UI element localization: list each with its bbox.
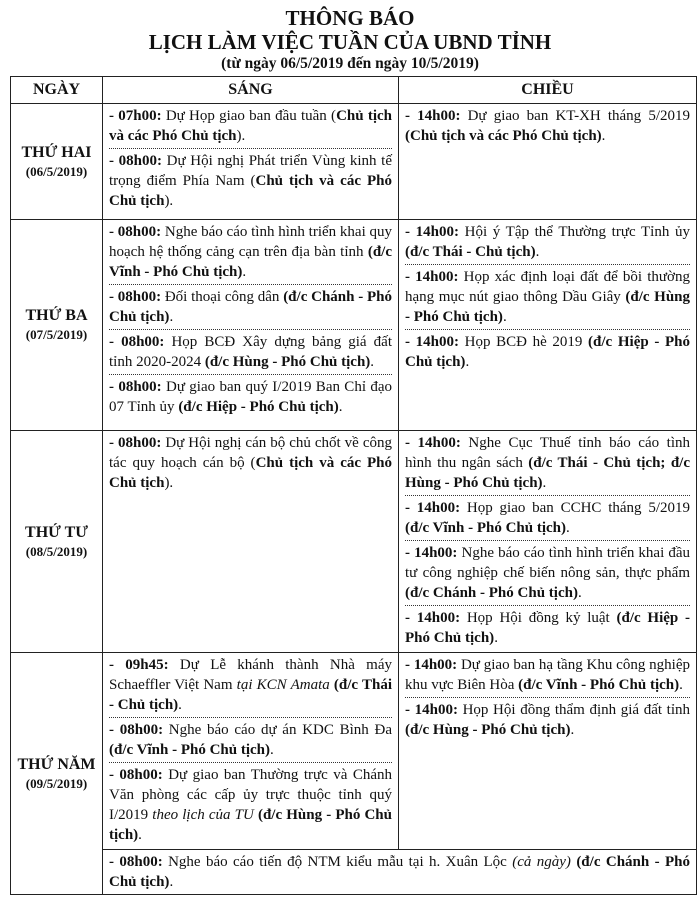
event-time: - 14h00: [405, 657, 458, 673]
event-end-punctuation: . [242, 264, 247, 280]
event-attendees: Chủ tịch và các Phó Chủ tịch [109, 455, 393, 491]
full-day-event [109, 852, 690, 892]
morning-event [109, 287, 392, 330]
event-time: - 14h00: [405, 702, 458, 718]
column-header-day: NGÀY [11, 77, 103, 104]
event-end-punctuation: . [270, 742, 274, 758]
afternoon-event [405, 106, 690, 148]
morning-cell [103, 220, 399, 431]
event-description: Nghe báo cáo dự án KDC Bình Đa [163, 722, 392, 738]
full-day-cell [103, 850, 697, 895]
morning-cell [103, 431, 399, 653]
event-time: - 14h00: [405, 224, 459, 240]
event-description: Dự Hội nghị cán bộ chủ chốt về công tác quy hoạch cán bộ ( [109, 435, 392, 471]
afternoon-event [405, 433, 690, 496]
morning-event [109, 151, 392, 213]
event-end-punctuation: . [535, 244, 540, 260]
event-attendees: (đ/c Hùng - Phó Chủ tịch) [204, 354, 371, 370]
event-description: Dự giao ban quý I/2019 Ban Chỉ đạo 07 Tỉnh ủy [109, 379, 392, 415]
event-location-note: tại KCN Amata [236, 677, 330, 693]
event-attendees: (đ/c Hiệp - Phó Chủ tịch) [405, 610, 690, 646]
afternoon-cell [399, 220, 697, 431]
table-row [11, 104, 697, 220]
event-attendees: (đ/c Vĩnh - Phó Chủ tịch) [109, 742, 271, 758]
table-row-merged [11, 850, 697, 895]
event-end-punctuation: . [570, 722, 575, 738]
morning-event [109, 765, 392, 847]
notice-title: THÔNG BÁO [285, 6, 415, 30]
day-date: (06/5/2019) [25, 163, 88, 179]
table-row [11, 220, 697, 431]
event-end-punctuation: . [601, 128, 606, 144]
table-header-row [11, 77, 697, 104]
afternoon-cell [399, 653, 697, 850]
table-row [11, 653, 697, 850]
event-end-punctuation: . [169, 309, 174, 325]
morning-event [109, 222, 392, 285]
afternoon-event [405, 608, 690, 650]
event-attendees: (đ/c Hiệp - Phó Chủ tịch) [405, 334, 690, 370]
day-name: THỨ BA [25, 307, 88, 324]
event-time: - 08h00: [109, 379, 162, 395]
event-description: Dự Hội nghị Phát triển Vùng kinh tế trọng điểm Phía Nam ( [109, 153, 392, 189]
event-description: Dự Lễ khánh thành Nhà máy Schaeffler Việt Nam [109, 657, 392, 693]
afternoon-event [405, 222, 690, 265]
morning-event [109, 433, 392, 495]
event-description: Họp BCĐ hè 2019 [458, 334, 589, 350]
column-header-afternoon: CHIỀU [399, 77, 697, 104]
event-attendees: (đ/c Hiệp - Phó Chủ tịch) [178, 399, 339, 415]
day-cell [11, 653, 103, 895]
event-description: Dự Họp giao ban đầu tuần ( [161, 108, 337, 124]
event-location-note: theo lịch của TU [152, 807, 254, 823]
event-description: Dự giao ban Thường trực và Chánh Văn phòng các cấp ủy trực thuộc tỉnh quý I/2019 [109, 767, 392, 823]
event-attendees: (đ/c Thái - Chủ tịch; đ/c Hùng - Phó Chủ tịch) [405, 455, 690, 491]
event-time: - 08h00: [109, 435, 162, 451]
afternoon-event [405, 655, 690, 698]
event-end-punctuation: . [338, 399, 343, 415]
morning-cell [103, 104, 399, 220]
afternoon-cell [399, 431, 697, 653]
morning-event [109, 332, 392, 375]
event-end-punctuation: ). [164, 193, 174, 209]
event-attendees: (đ/c Chánh - Phó Chủ tịch) [405, 585, 578, 601]
notice-header [0, 0, 700, 73]
event-attendees: (đ/c Chánh - Phó Chủ tịch) [109, 289, 392, 325]
morning-cell [103, 653, 399, 850]
schedule-table [10, 76, 697, 895]
event-description: Họp giao ban CCHC tháng 5/2019 [460, 500, 690, 516]
event-location-note: (cả ngày) [512, 854, 571, 870]
event-time: - 08h00: [109, 854, 163, 870]
event-time: - 08h00: [109, 722, 164, 738]
event-end-punctuation: . [542, 475, 547, 491]
afternoon-event [405, 267, 690, 330]
morning-event [109, 377, 392, 419]
day-date: (07/5/2019) [25, 327, 88, 342]
event-time: - 07h00: [109, 108, 162, 124]
event-time: - 14h00: [405, 545, 458, 561]
event-time: - 14h00: [405, 610, 461, 626]
morning-event [109, 655, 392, 718]
event-time: - 08h00: [109, 224, 162, 240]
afternoon-event [405, 332, 690, 374]
event-end-punctuation: . [566, 520, 570, 536]
event-end-punctuation: . [178, 697, 182, 713]
notice-subtitle: LỊCH LÀM VIỆC TUẦN CỦA UBND TỈNH [148, 30, 552, 54]
event-end-punctuation: . [577, 585, 582, 601]
event-attendees: (đ/c Thái - Chủ tịch) [405, 244, 536, 260]
day-cell [11, 104, 103, 220]
event-attendees: (đ/c Vĩnh - Phó Chủ tịch) [518, 677, 680, 693]
event-end-punctuation: . [370, 354, 375, 370]
event-end-punctuation: ). [164, 475, 174, 491]
afternoon-event [405, 543, 690, 606]
event-end-punctuation: ). [236, 128, 246, 144]
morning-event [109, 720, 392, 763]
event-time: - 08h00: [109, 153, 162, 169]
event-time: - 14h00: [405, 500, 461, 516]
event-attendees: (đ/c Hùng - Phó Chủ tịch) [405, 722, 571, 738]
event-end-punctuation: . [494, 630, 498, 646]
event-attendees: Chủ tịch và các Phó Chủ tịch [109, 108, 392, 144]
morning-event [109, 106, 392, 149]
day-name: THỨ TƯ [25, 523, 88, 541]
event-time: - 14h00: [405, 435, 461, 451]
event-time: - 14h00: [405, 269, 459, 285]
day-date: (09/5/2019) [25, 775, 88, 791]
event-attendees: (Chủ tịch và các Phó Chủ tịch) [405, 128, 602, 144]
event-attendees: (đ/c Hùng - Phó Chủ tịch) [109, 807, 392, 843]
day-date: (08/5/2019) [25, 543, 88, 559]
event-description: Họp Hội đồng thẩm định giá đất tỉnh [457, 702, 690, 718]
afternoon-event [405, 498, 690, 541]
day-name: THỨ NĂM [17, 755, 96, 773]
event-end-punctuation: . [465, 354, 470, 370]
event-end-punctuation: . [138, 827, 142, 843]
event-description: Nghe Cục Thuế tỉnh báo cáo tình hình thu ngân sách [405, 435, 690, 471]
event-description: Họp xác định loại đất để bồi thường hạng mục nút giao thông Dầu Giây [405, 269, 690, 305]
event-end-punctuation: . [502, 309, 507, 325]
column-header-morning: SÁNG [103, 77, 399, 104]
event-description: Đối thoại công dân [161, 289, 284, 305]
event-description: Nghe báo cáo tình hình triển khai quy hoạch hệ thống cảng cạn trên địa bàn tỉnh [109, 224, 392, 260]
event-description: Nghe báo cáo tình hình triển khai đầu tư công nghiệp chế biến nông sản, thực phẩm [405, 545, 690, 581]
afternoon-event [405, 700, 690, 742]
notice-date-range: (từ ngày 06/5/2019 đến ngày 10/5/2019) [221, 55, 479, 72]
event-time: - 09h45: [109, 657, 169, 673]
event-description: Dự giao ban KT-XH tháng 5/2019 [460, 108, 690, 124]
event-end-punctuation: . [679, 677, 683, 693]
event-attendees: (đ/c Vĩnh - Phó Chủ tịch) [405, 520, 567, 536]
event-time: - 08h00: [109, 289, 162, 305]
event-attendees: (đ/c Chánh - Phó Chủ tịch) [109, 854, 690, 890]
event-attendees: Chủ tịch và các Phó Chủ tịch [109, 173, 392, 209]
schedule-body [11, 104, 697, 895]
event-time: - 08h00: [109, 334, 165, 350]
event-attendees: (đ/c Hùng - Phó Chủ tịch) [405, 289, 691, 325]
day-cell [11, 431, 103, 653]
event-time: - 14h00: [405, 108, 461, 124]
event-description: Hội ý Tập thể Thường trực Tỉnh ủy [458, 224, 690, 240]
event-time: - 14h00: [405, 334, 459, 350]
day-name: THỨ HAI [21, 143, 92, 161]
event-time: - 08h00: [109, 767, 163, 783]
event-description: Dự giao ban hạ tầng Khu công nghiệp khu vực Biên Hòa [405, 657, 690, 693]
event-end-punctuation: . [169, 874, 174, 890]
event-description: Họp Hội đồng kỷ luật [460, 610, 617, 626]
afternoon-cell [399, 104, 697, 220]
event-attendees: (đ/c Thái - Chủ tịch) [109, 677, 392, 713]
event-attendees: (đ/c Vĩnh - Phó Chủ tịch) [109, 244, 392, 280]
event-description: Nghe báo cáo tiến độ NTM kiểu mẫu tại h. Xuân Lộc [162, 854, 513, 870]
event-description: Họp BCĐ Xây dựng bảng giá đất tỉnh 2020-2024 [109, 334, 392, 370]
table-row [11, 431, 697, 653]
day-cell [11, 220, 103, 431]
